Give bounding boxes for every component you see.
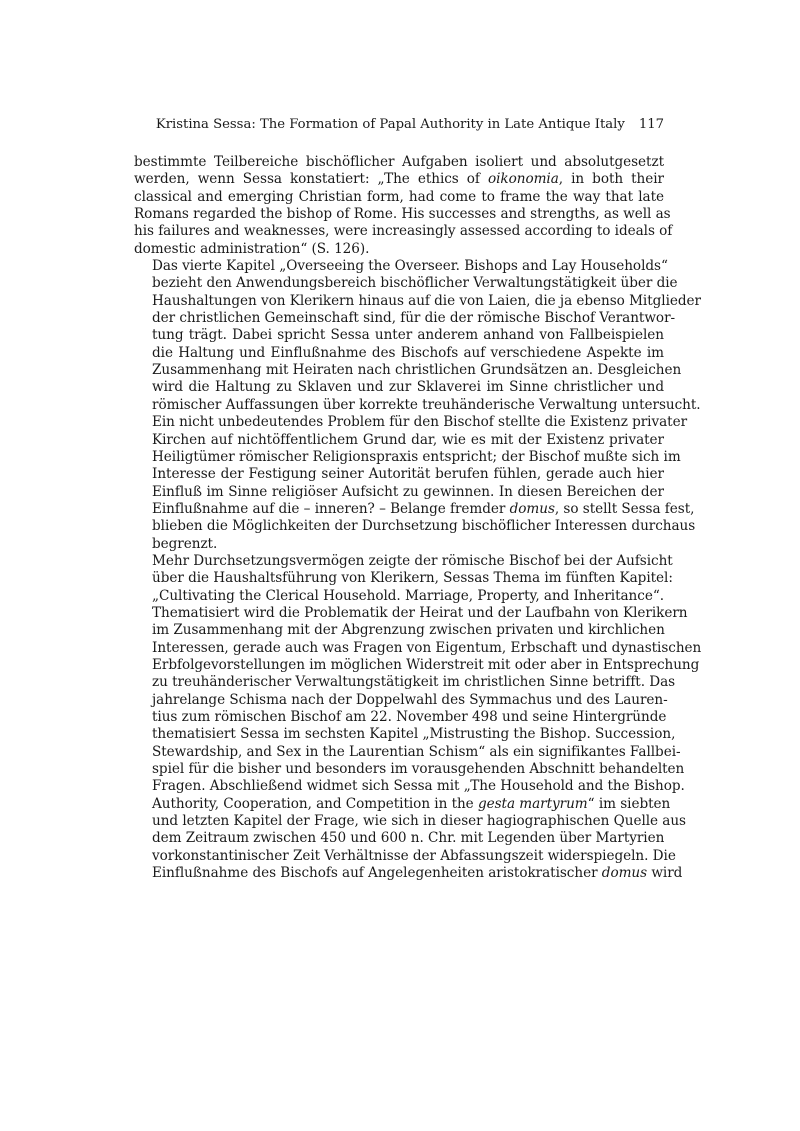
text-line: blieben die Möglichkeiten der Durchsetzung bischöflicher Interessen durchaus — [152, 518, 696, 535]
text-line: vorkonstantinischer Zeit Verhältnisse der Abfassungszeit widerspiegeln. Die — [152, 847, 676, 864]
text-line: Zusammenhang mit Heiraten nach christlichen Grundsätzen an. Desgleichen — [152, 362, 682, 379]
text-line: Interessen, gerade auch was Fragen von Eigentum, Erbschaft und dynastischen — [152, 639, 702, 656]
text-line: Romans regarded the bishop of Rome. His successes and strengths, as well as — [134, 206, 671, 223]
paragraph — [134, 258, 701, 553]
text-line: tius zum römischen Bischof am 22. November 498 und seine Hintergründe — [152, 709, 667, 725]
text-line: dem Zeitraum zwischen 450 und 600 n. Chr. mit Legenden über Martyrien — [152, 830, 665, 847]
text-line: his failures and weaknesses, were increasingly assessed according to ideals of — [134, 223, 673, 240]
book-page — [134, 116, 702, 882]
page-number: 117 — [638, 117, 664, 132]
text-line: Interesse der Festigung seiner Autorität berufen fühlen, gerade auch hier — [152, 466, 664, 483]
text-line: Authority, Cooperation, and Competition in the gesta martyrum“ im siebten — [152, 795, 671, 812]
text-line: Einfluß im Sinne religiöser Aufsicht zu gewinnen. In diesen Bereichen der — [152, 483, 664, 500]
text-line: Fragen. Abschließend widmet sich Sessa mit „The Household and the Bishop. — [152, 778, 685, 795]
text-line: über die Haushaltsführung von Klerikern, Sessas Thema im fünften Kapitel: — [152, 570, 673, 587]
text-line: Das vierte Kapitel „Overseeing the Overseer. Bishops and Lay Households“ — [152, 258, 668, 275]
text-line: thematisiert Sessa im sechsten Kapitel „Mistrusting the Bishop. Succession, — [152, 726, 676, 743]
running-head — [134, 116, 664, 136]
text-line: Mehr Durchsetzungsvermögen zeigte der römische Bischof bei der Aufsicht — [152, 552, 673, 569]
text-line: der christlichen Gemeinschaft sind, für die der römische Bischof Verantwor- — [152, 310, 676, 327]
text-line: Einflußnahme des Bischofs auf Angelegenheiten aristokratischer domus wird — [152, 865, 683, 882]
text-line: domestic administration“ (S. 126). — [134, 240, 370, 257]
text-line: spiel für die bisher und besonders im vorausgehenden Abschnitt behandelten — [152, 761, 685, 778]
paragraph — [134, 552, 702, 883]
text-line: im Zusammenhang mit der Abgrenzung zwischen privaten und kirchlichen — [152, 622, 665, 639]
text-line: Haushaltungen von Klerikern hinaus auf die von Laien, die ja ebenso Mitglieder — [152, 292, 701, 309]
text-line: wird die Haltung zu Sklaven und zur Sklaverei im Sinne christlicher und — [152, 379, 664, 396]
text-line: Kirchen auf nichtöffentlichem Grund dar, wie es mit der Existenz privater — [152, 431, 664, 448]
text-line: und letzten Kapitel der Frage, wie sich in dieser hagiographischen Quelle aus — [152, 813, 686, 830]
running-title: Kristina Sessa: The Formation of Papal Authority in Late Antique Italy — [155, 117, 625, 132]
text-line: werden, wenn Sessa konstatiert: „The ethics of oikonomia, in both their — [134, 171, 664, 188]
text-line: bezieht den Anwendungsbereich bischöflicher Verwaltungstätigkeit über die — [152, 275, 678, 292]
text-line: classical and emerging Christian form, had come to frame the way that late — [134, 188, 664, 205]
body-text — [134, 154, 702, 882]
text-line: Stewardship, and Sex in the Laurentian Schism“ als ein signifikantes Fallbei- — [152, 743, 681, 760]
text-line: Ein nicht unbedeutendes Problem für den Bischof stellte die Existenz privater — [152, 414, 688, 431]
text-line: bestimmte Teilbereiche bischöflicher Aufgaben isoliert und absolutgesetzt — [134, 154, 664, 170]
text-line: Erbfolgevorstellungen im möglichen Widerstreit mit oder aber in Entsprechung — [152, 656, 700, 673]
text-line: Heiligtümer römischer Religionspraxis entspricht; der Bischof mußte sich im — [152, 448, 681, 465]
text-line: Einflußnahme auf die – inneren? – Belange fremder domus, so stellt Sessa fest, — [152, 500, 695, 517]
text-line: tung trägt. Dabei spricht Sessa unter anderem anhand von Fallbeispielen — [152, 327, 664, 344]
text-line: „Cultivating the Clerical Household. Marriage, Property, and Inheritance“. — [152, 587, 664, 604]
text-line: Thematisiert wird die Problematik der Heirat und der Laufbahn von Klerikern — [152, 604, 688, 621]
text-line: jahrelange Schisma nach der Doppelwahl des Symmachus und des Lauren- — [152, 691, 668, 708]
paragraph — [134, 154, 673, 258]
text-line: begrenzt. — [152, 535, 218, 552]
text-line: römischer Auffassungen über korrekte treuhänderische Verwaltung untersucht. — [152, 396, 701, 413]
text-line: zu treuhänderischer Verwaltungstätigkeit im christlichen Sinne betrifft. Das — [152, 674, 676, 691]
text-line: die Haltung und Einflußnahme des Bischofs auf verschiedene Aspekte im — [152, 344, 664, 361]
